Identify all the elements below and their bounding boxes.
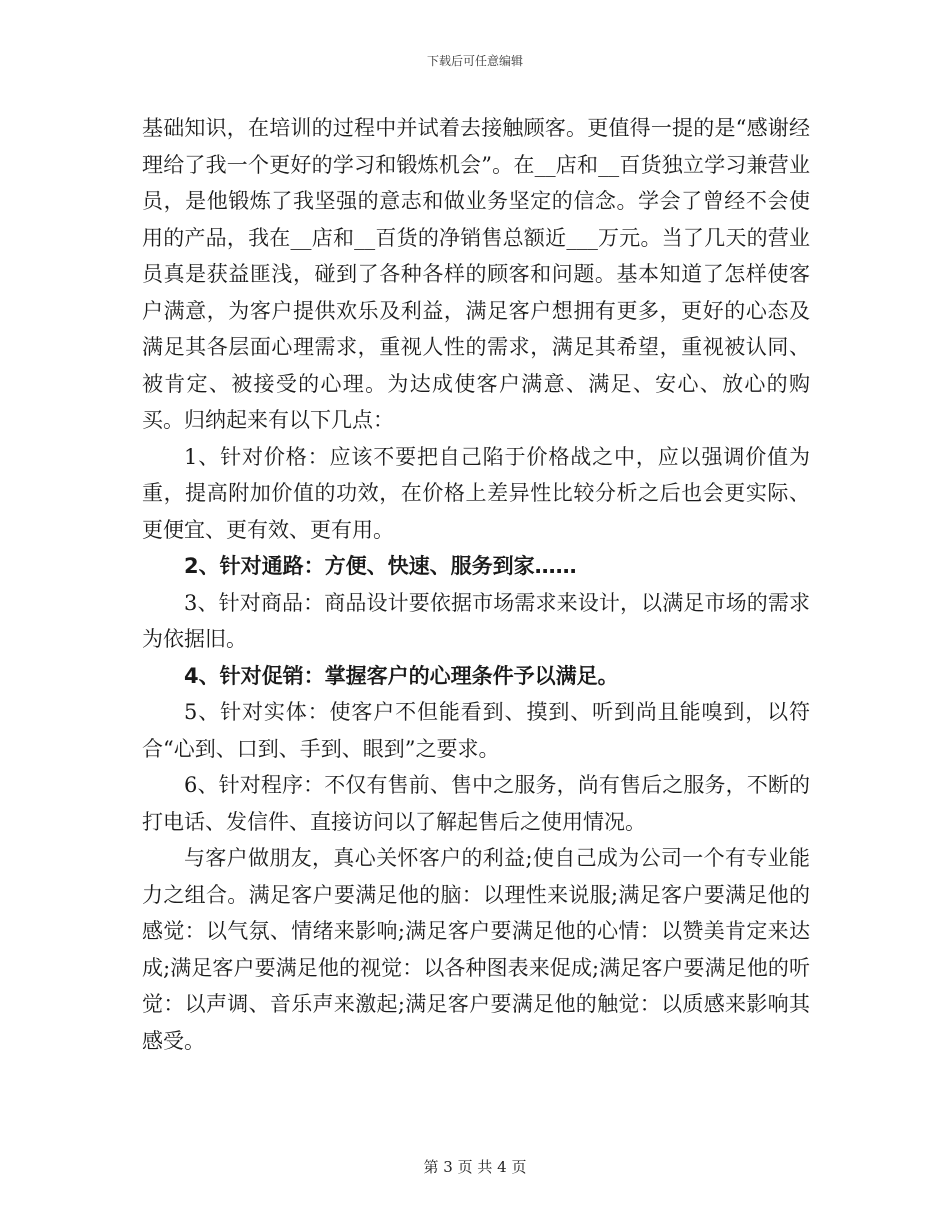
paragraph-entity: 5、针对实体：使客户不但能看到、摸到、听到尚且能嗅到，以符合“心到、口到、手到、眼到”之要求。 — [142, 700, 810, 761]
paragraph-channel: 2、针对通路：方便、快速、服务到家…… — [184, 554, 577, 578]
page-number: 第 3 页 共 4 页 — [423, 1158, 527, 1176]
paragraph-procedure: 6、针对程序：不仅有售前、售中之服务，尚有售后之服务，不断的打电话、发信件、直接访问以了解起售后之使用情况。 — [142, 773, 810, 834]
paragraph-price: 1、针对价格：应该不要把自己陷于价格战之中，应以强调价值为重，提高附加价值的功效，在价格上差异性比较分析之后也会更实际、更便宜、更有效、更有用。 — [142, 444, 810, 542]
paragraph-conclusion: 与客户做朋友，真心关怀客户的利益;使自己成为公司一个有专业能力之组合。满足客户要满足他的脑：以理性来说服;满足客户要满足他的感觉：以气氛、情绪来影响;满足客户要满足他的心情：以赞美肯定来达成;满足客户要满足他的视觉：以各种图表来促成;满足客户要满足他的听觉：以声调、音乐声来激起;满足客户要满足他的触觉：以质感来影响其感受。 — [142, 846, 810, 1053]
page-header-note: 下载后可任意编辑 — [426, 54, 523, 68]
paragraph-product: 3、针对商品：商品设计要依据市场需求来设计，以满足市场的需求为依据旧。 — [142, 590, 810, 651]
document-body — [142, 110, 810, 1059]
paragraph-promotion: 4、针对促销：掌握客户的心理条件予以满足。 — [184, 663, 619, 688]
paragraph-intro: 基础知识，在培训的过程中并试着去接触顾客。更值得一提的是“感谢经理给了我一个更好的学习和锻炼机会”。在__店和__百货独立学习兼营业员，是他锻炼了我坚强的意志和做业务坚定的信念。学会了曾经不会使用的产品，我在__店和__百货的净销售总额近___万元。当了几天的营业员真是获益匪浅，碰到了各种各样的顾客和问题。基本知道了怎样使客户满意，为客户提供欢乐及利益，满足客户想拥有更多，更好的心态及满足其各层面心理需求，重视人性的需求，满足其希望，重视被认同、被肯定、被接受的心理。为达成使客户满意、满足、安心、放心的购买。归纳起来有以下几点： — [142, 116, 810, 432]
